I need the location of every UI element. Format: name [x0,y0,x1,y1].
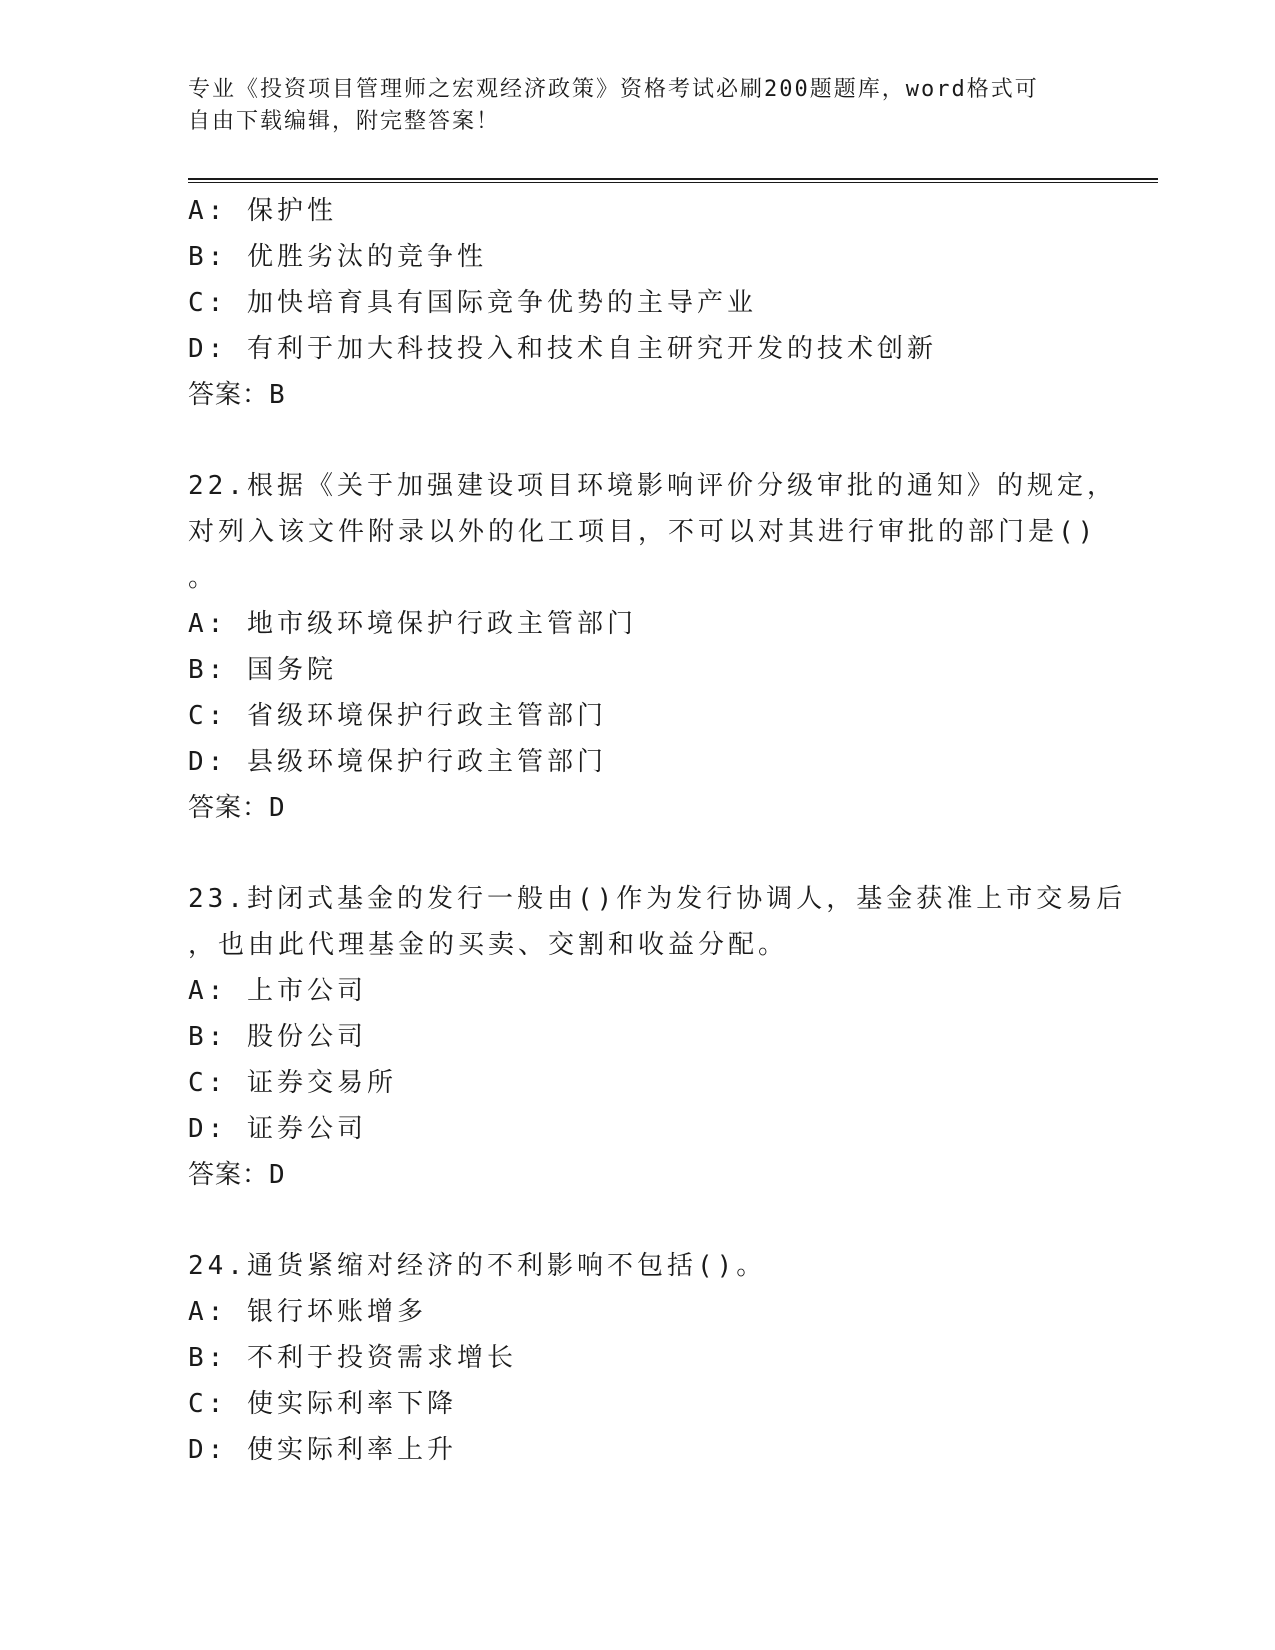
question-block [188,463,1117,831]
option-d: D: 有利于加大科技投入和技术自主研究开发的技术创新 [188,334,937,364]
header-line-1: 专业《投资项目管理师之宏观经济政策》资格考试必刷200题题库，word格式可 [188,77,1039,102]
option-c: C: 证券交易所 [188,1068,397,1098]
header-divider [188,178,1158,183]
option-c: C: 省级环境保护行政主管部门 [188,701,607,731]
option-d: D: 使实际利率上升 [188,1435,457,1465]
question-text: 24.通货紧缩对经济的不利影响不包括()。 [188,1251,767,1281]
question-text: 23.封闭式基金的发行一般由()作为发行协调人，基金获准上市交易后 [188,884,1127,914]
answer: 答案：D [188,1160,286,1190]
option-a: A: 地市级环境保护行政主管部门 [188,609,637,639]
option-b: B: 优胜劣汰的竞争性 [188,242,487,272]
question-text: 对列入该文件附录以外的化工项目，不可以对其进行审批的部门是() [188,517,1098,547]
option-a: A: 上市公司 [188,976,367,1006]
question-block [188,1243,1088,1473]
question-block [188,876,1127,1198]
question-text: ，也由此代理基金的买卖、交割和收益分配。 [188,930,789,960]
option-d: D: 证券公司 [188,1114,367,1144]
option-c: C: 使实际利率下降 [188,1389,457,1419]
option-b: B: 不利于投资需求增长 [188,1343,517,1373]
document-header [188,74,1068,138]
option-d: D: 县级环境保护行政主管部门 [188,747,607,777]
answer: 答案：B [188,380,286,410]
answer: 答案：D [188,793,286,823]
question-text: 。 [188,563,219,593]
option-a: A: 保护性 [188,196,337,226]
header-line-2: 自由下载编辑，附完整答案！ [188,109,501,134]
option-c: C: 加快培育具有国际竞争优势的主导产业 [188,288,757,318]
option-b: B: 股份公司 [188,1022,367,1052]
option-b: B: 国务院 [188,655,337,685]
option-a: A: 银行坏账增多 [188,1297,427,1327]
question-text: 22.根据《关于加强建设项目环境影响评价分级审批的通知》的规定， [188,471,1117,501]
question-list [188,188,1127,1473]
question-block [188,188,1088,418]
